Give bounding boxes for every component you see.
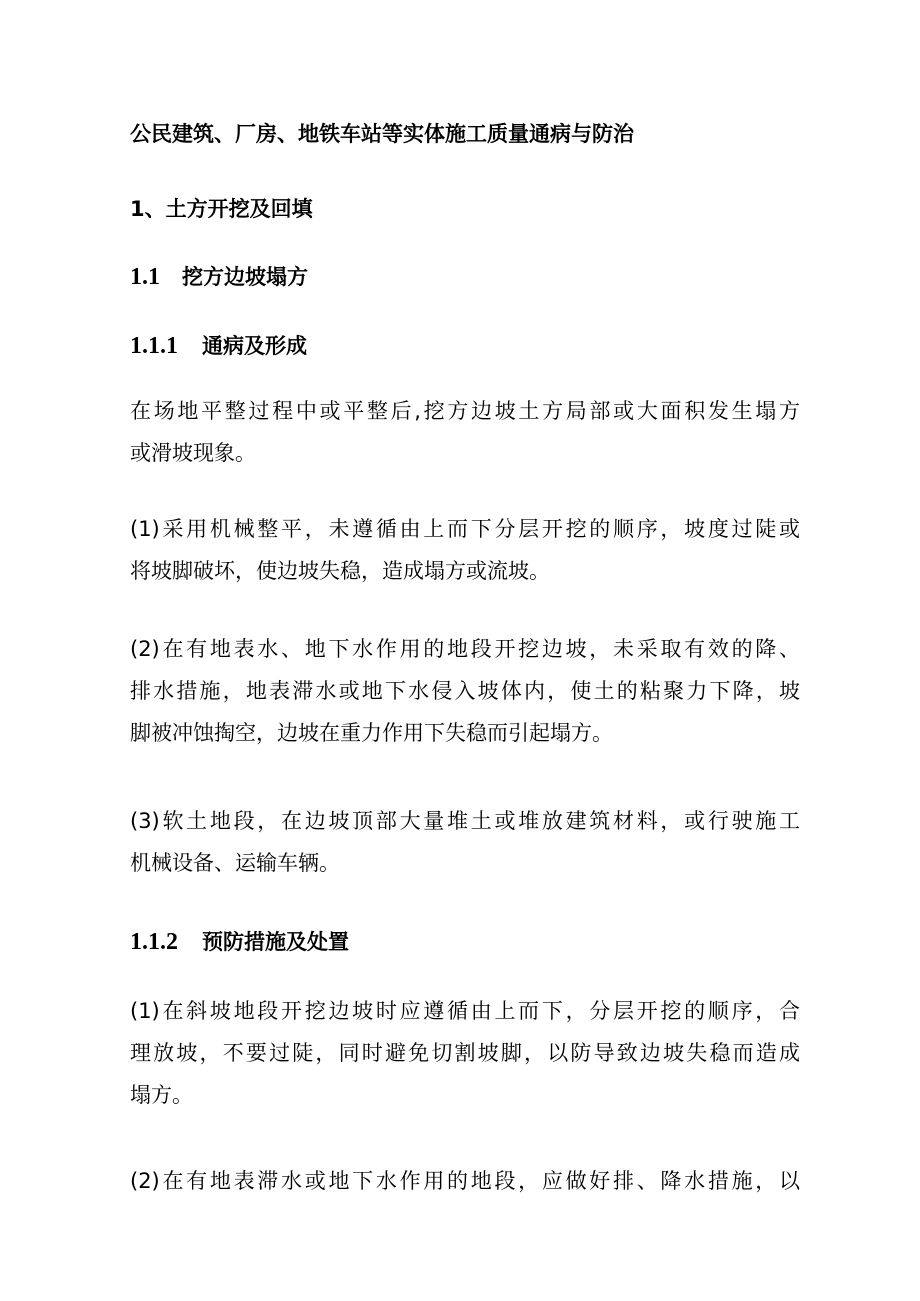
section-1-1-1-heading xyxy=(130,330,307,362)
cause-item-1 xyxy=(130,508,800,592)
section-1-1-1-number: 1.1.1 xyxy=(130,333,178,359)
prevention-item-1 xyxy=(130,990,800,1116)
cause-item-3 xyxy=(130,800,800,884)
cause-item-2 xyxy=(130,628,800,754)
section-1-heading: 1、土方开挖及回填 xyxy=(130,197,313,221)
paragraph-line: 或滑坡现象。 xyxy=(130,441,256,465)
paragraph-line: 机械设备、运输车辆。 xyxy=(130,851,340,875)
prevention-item-2 xyxy=(130,1160,800,1202)
paragraph-line: 脚被冲蚀掏空，边坡在重力作用下失稳而引起塌方。 xyxy=(130,721,613,745)
section-1-1-2-number: 1.1.2 xyxy=(130,929,178,955)
document-title: 公民建筑、厂房、地铁车站等实体施工质量通病与防治 xyxy=(130,122,634,146)
section-1-1-2-title: 预防措施及处置 xyxy=(202,930,349,954)
paragraph-line: (3)软土地段，在边坡顶部大量堆土或堆放建筑材料，或行驶施工 xyxy=(130,809,800,833)
paragraph-line: (1)在斜坡地段开挖边坡时应遵循由上而下，分层开挖的顺序，合 xyxy=(130,999,800,1023)
paragraph-line: 理放坡，不要过陡，同时避免切割坡脚，以防导致边坡失稳而造成 xyxy=(130,1041,800,1065)
section-1-1-heading xyxy=(130,261,308,293)
section-1-1-1-title: 通病及形成 xyxy=(202,334,307,358)
section-1-1-number: 1.1 xyxy=(130,264,160,290)
paragraph-line: 塌方。 xyxy=(130,1083,193,1107)
paragraph-line: (2)在有地表滞水或地下水作用的地段，应做好排、降水措施，以 xyxy=(130,1169,800,1193)
paragraph-line: 将坡脚破坏，使边坡失稳，造成塌方或流坡。 xyxy=(130,559,550,583)
section-1-1-title: 挖方边坡塌方 xyxy=(182,265,308,289)
paragraph-line: (1)采用机械整平，未遵循由上而下分层开挖的顺序，坡度过陡或 xyxy=(130,517,800,541)
section-1-1-2-heading xyxy=(130,926,349,958)
paragraph-line: 排水措施，地表滞水或地下水侵入坡体内，使土的粘聚力下降，坡 xyxy=(130,679,800,703)
paragraph-line: 在场地平整过程中或平整后,挖方边坡土方局部或大面积发生塌方 xyxy=(130,399,800,423)
paragraph-line: (2)在有地表水、地下水作用的地段开挖边坡，未采取有效的降、 xyxy=(130,637,800,661)
intro-paragraph xyxy=(130,390,800,474)
